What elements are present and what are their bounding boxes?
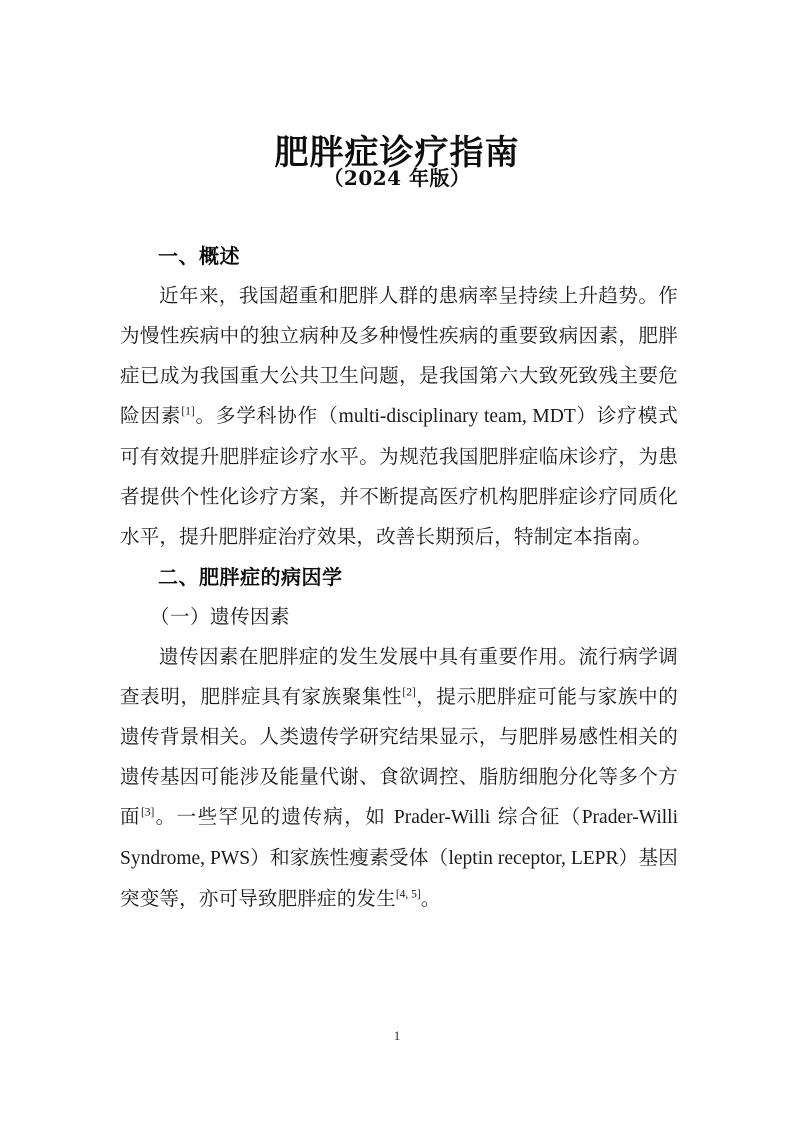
latin-term: multi-disciplinary team, MDT <box>338 406 576 427</box>
citation-reference: [2] <box>402 686 416 699</box>
latin-term: Prader-Willi Syndrome, PWS <box>120 807 678 869</box>
paragraph-genetic-factors: 遗传因素在肥胖症的发生发展中具有重要作用。流行病学调查表明，肥胖症具有家族聚集性[2]，提示肥胖症可能与家族中的遗传背景相关。人类遗传学研究结果显示，与肥胖易感性相关的遗传基因可能涉及能量代谢、食欲调控、脂肪细胞分化等多个方面[3]。一些罕见的遗传病，如 Prader-Willi 综合征（Prader-Willi Syndrome, PWS）和家族性瘦素受体（leptin receptor, LEPR）基因突变等，亦可导致肥胖症的发生[4, 5]。 <box>120 645 678 910</box>
latin-term: leptin receptor, LEPR <box>448 848 619 869</box>
citation-reference: [1] <box>181 405 195 418</box>
citation-reference: [3] <box>140 806 155 819</box>
document-body <box>120 236 678 919</box>
page-subtitle: （2024 年版） <box>323 166 471 190</box>
page-title: 肥胖症诊疗指南 <box>274 132 520 173</box>
page-number: 1 <box>393 1028 401 1043</box>
paragraph-overview: 近年来，我国超重和肥胖人群的患病率呈持续上升趋势。作为慢性疾病中的独立病种及多种慢性疾病的重要致病因素，肥胖症已成为我国重大公共卫生问题，是我国第六大致死致残主要危险因素[1]。多学科协作（multi-disciplinary team, MDT）诊疗模式可有效提升肥胖症诊疗水平。为规范我国肥胖症临床诊疗，为患者提供个性化诊疗方案，并不断提高医疗机构肥胖症诊疗同质化水平，提升肥胖症治疗效果，改善长期预后，特制定本指南。 <box>120 284 678 548</box>
section-heading-overview: 一、概述 <box>158 244 240 268</box>
section-heading-etiology: 二、肥胖症的病因学 <box>158 565 343 589</box>
citation-reference: [4, 5] <box>395 888 421 901</box>
latin-term: Prader-Willi <box>393 807 491 828</box>
subsection-heading-genetic-factors: （一）遗传因素 <box>150 605 291 628</box>
